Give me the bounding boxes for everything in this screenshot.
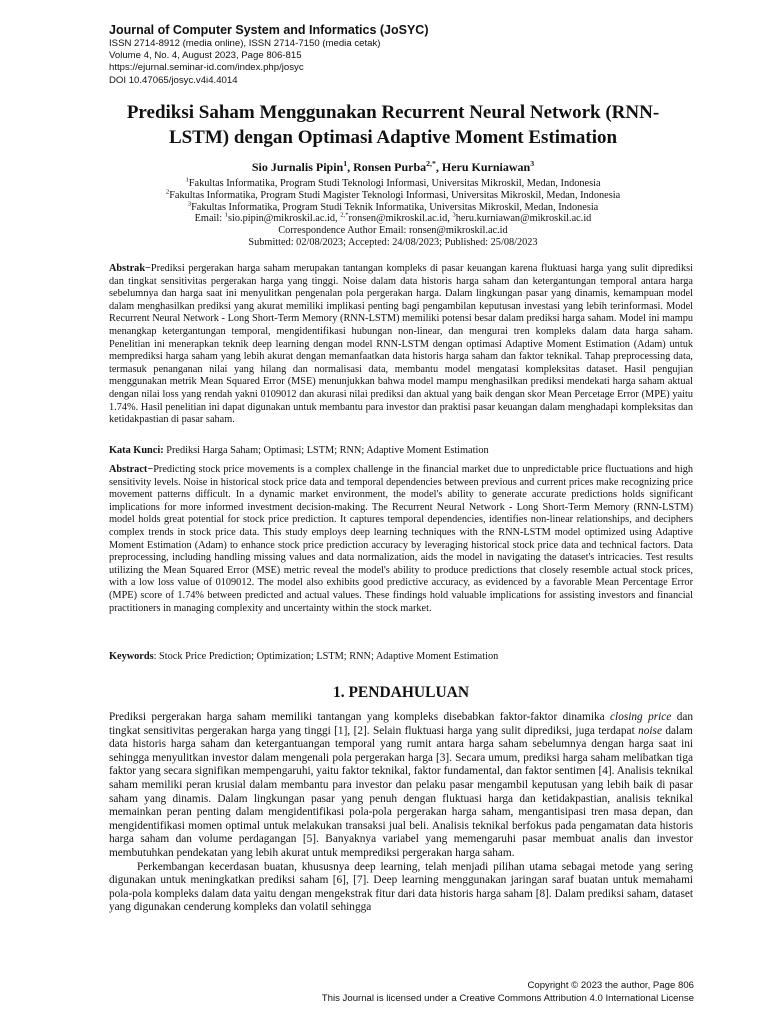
section-heading: 1. PENDAHULUAN (332, 684, 470, 701)
abstract-english (109, 464, 693, 615)
author-name: Heru Kurniawan (441, 160, 531, 174)
author-affil-sup: 2,* (426, 159, 436, 168)
email-sup: 3 (452, 211, 456, 219)
journal-header (109, 22, 709, 87)
author-list (100, 160, 686, 175)
journal-issn: ISSN 2714-8912 (media online), ISSN 2714-7150 (media cetak) (109, 38, 381, 49)
keywords-label: Keywords (109, 651, 154, 662)
journal-url[interactable]: https://ejurnal.seminar-id.com/index.php/josyc (109, 62, 304, 74)
abstract-label: Abstrak− (109, 263, 151, 274)
email-address[interactable]: heru.kurniawan@mikroskil.ac.id (455, 213, 592, 225)
paper-title: Prediksi Saham Menggunakan Recurrent Neural Network (RNN-LSTM) dengan Optimasi Adaptive Moment Estimation (126, 102, 660, 148)
abstract-indonesian (109, 263, 693, 427)
email-label: Email: (194, 213, 225, 225)
journal-title: Journal of Computer System and Informatics (JoSYC) (109, 23, 429, 37)
author-name: Sio Jurnalis Pipin (251, 160, 344, 174)
paragraph-italic: noise (638, 724, 662, 737)
correspondence-line: Correspondence Author Email: ronsen@mikroskil.ac.id (278, 225, 508, 237)
keywords-text: : Stock Price Prediction; Optimization; LSTM; RNN; Adaptive Moment Estimation (153, 651, 499, 662)
keywords-indonesian (109, 445, 693, 458)
paragraph-text: dalam data historis harga saham dan ketergantuangan temporal yang rumit antara harga saham sebelumnya dengan harga saat ini sehingga menyulitkan investor dalam mengenali pola pergerakan harga [3]. Secara umum, prediksi harga saham melibatkan tiga faktor yang secara signifikan mempengaruhi, yaitu faktor teknikal, faktor fundamental, dan faktor sentimen [4]. Analisis teknikal saham memiliki peran krusial dalam membantu para investor dan pelaku pasar mengambil keputusan yang lebih baik di pasar saham yang dinamis. Dalam lingkungan pasar yang penuh dengan fluktuasi harga dan ketidakpastian, analisis teknikal memainkan peran penting dalam mengidentifikasi pola-pola pergerakan harga saham, mengantisipasi tren masa depan, dan mengidentifikasi momen optimal untuk melakukan transaksi jual beli. Analisis teknikal berfokus pada pengamatan data historis harga saham dan volume perdagangan [5]. Banyaknya variabel yang memengaruhi pasar membuat analis dan investor membutuhkan pendekatan yang lebih akurat untuk memprediksi pergerakan harga saham. (109, 724, 693, 859)
journal-doi[interactable]: DOI 10.47065/josyc.v4i4.4014 (109, 74, 238, 86)
abstract-text: Predicting stock price movements is a complex challenge in the financial market due to unpredictable price fluctuations and high sensitivity levels. Noise in historical stock price data and temporal dependencies between previous and current prices make recognizing price movement patterns difficult. In a dynamic market environment, the model's ability to generate accurate predictions holds significant implications for more informed investment decision-making. The Recurrent Neural Network - Long Short-Term Memory (RNN-LSTM) model holds great potential for stock price prediction. It captures temporal dependencies, identifies non-linear relationships, and deciphers complex trends in stock price data. This study employs deep learning techniques with the RNN-LSTM model optimized using Adaptive Moment Estimation (Adam) to enhance stock price prediction accuracy by leveraging historical stock price data and technical factors. Data preprocessing, including handling missing values and data normalization, aids the model in navigating the dataset's intricacies. Test results utilizing the Mean Squared Error (MSE) metric reveal the model's ability to produce predictions that closely resemble actual stock prices, with a low loss value of 0109012. The model also exhibits good predictive accuracy, as evidenced by a favorable Mean Percentage Error (MPE) score of 1.74% between predicted and actual values. These findings hold valuable implications for assisting investors and financial practitioners in managing complexity and uncertainty within the stock market. (109, 464, 693, 614)
affiliation-text: Fakultas Informatika, Program Studi Teknologi Informasi, Universitas Mikroskil, Medan, Indonesia (188, 178, 601, 189)
footer-copyright: Copyright © 2023 the author, Page 806 (527, 980, 694, 991)
author-affil-sup: 3 (530, 159, 535, 168)
affiliation-sup: 3 (187, 200, 192, 208)
keywords-english (109, 651, 693, 664)
abstract-text: Prediksi pergerakan harga saham merupakan tantangan kompleks di pasar keuangan karena fluktuasi harga yang sulit diprediksi dan tingkat sensitivitas pergerakan harga yang tinggi. Noise dalam data historis harga saham dan ketergantungan temporal antara harga sebelumnya dan harga saat ini menyulitkan pengenalan pola pergerakan harga. Dalam lingkungan pasar yang dinamis, kemampuan model dalam menghasilkan prediksi yang akurat memiliki implikasi penting bagi pengambilan keputusan investasi yang lebih terinformasi. Model Recurrent Neural Network - Long Short-Term Memory (RNN-LSTM) memiliki potensi besar dalam prediksi harga saham. Model ini mampu menangkap ketergantungan temporal, mengidentifikasi hubungan non-linear, dan mengurai tren kompleks dalam data harga saham. Penelitian ini menerapkan teknik deep learning dengan model RNN-LSTM dengan optimasi Adaptive Moment Estimation (Adam) untuk memprediksi harga saham yang lebih akurat dengan memanfaatkan data historis harga saham dan faktor teknikal. Tahap preprocessing data, termasuk penanganan nilai yang hilang dan normalisasi data, membantu model mengatasi kompleksitas dataset. Hasil pengujian menggunakan metrik Mean Squared Error (MSE) menunjukkan bahwa model mampu menghasilkan prediksi mendekati harga saham aktual dengan nilai loss yang rendah yakni 0109012 dan akurasi nilai prediksi dan aktual yang baik dengan skor Mean Percetage Error (MPE) yaitu 1.74%. Hasil penelitian ini dapat digunakan untuk membantu para investor dan praktisi pasar keuangan dalam menghadapi kompleksitas dan ketidakpastian di pasar saham. (109, 263, 693, 426)
keywords-label: Kata Kunci: (109, 445, 167, 456)
affiliation-text: Fakultas Informatika, Program Studi Teknik Informatika, Universitas Mikroskil, Medan, Indonesia (191, 201, 599, 213)
author-affil-sup: 1 (343, 159, 348, 168)
affiliation-text: Fakultas Informatika, Program Studi Magister Teknologi Informasi, Universitas Mikroskil, Medan, Indonesia (169, 189, 621, 201)
journal-volume: Volume 4, No. 4, August 2023, Page 806-815 (109, 50, 302, 62)
affiliation-line (100, 178, 686, 190)
author-separator: , (435, 160, 442, 174)
abstract-label: Abstract− (109, 464, 154, 475)
footer-license: This Journal is licensed under a Creative Commons Attribution 4.0 International License (321, 993, 694, 1004)
dates-line: Submitted: 02/08/2023; Accepted: 24/08/2023; Published: 25/08/2023 (248, 236, 538, 248)
body-text (109, 711, 693, 915)
keywords-text: Prediksi Harga Saham; Optimasi; LSTM; RNN; Adaptive Moment Estimation (166, 445, 489, 456)
author-separator: , (347, 160, 354, 174)
email-sup: 1 (224, 211, 229, 219)
email-address[interactable]: ronsen@mikroskil.ac.id, (348, 213, 453, 225)
email-sup: 2,* (340, 211, 349, 219)
affiliation-sup: 2 (165, 188, 170, 196)
author-name: Ronsen Purba (353, 160, 427, 174)
email-address[interactable]: sio.pipin@mikroskil.ac.id, (228, 213, 341, 225)
paragraph (109, 711, 693, 861)
paragraph-text: dan tingkat sensitivitas pergerakan harga yang tinggi [1], [2]. Selain fluktuasi harga yang sulit diprediksi, juga terdapat (109, 711, 694, 737)
affiliation-line (100, 202, 686, 214)
paragraph-italic: closing price (610, 711, 672, 723)
affiliation-sup: 1 (185, 176, 189, 184)
page-footer (200, 979, 694, 1005)
email-line (100, 213, 686, 225)
affiliations (100, 178, 686, 249)
paragraph: Perkembangan kecerdasan buatan, khususnya deep learning, telah menjadi pilihan utama sebagai metode yang sering digunakan untuk meningkatkan prediksi saham [6], [7]. Deep learning menggunakan jaringan saraf buatan untuk memahami pola-pola kompleks dalam data yaitu dengan mengekstrak fitur dari data historis harga saham [8]. Dalam prediksi saham, dataset yang digunakan cenderung kompleks dan volatil sehingga (109, 860, 693, 914)
paragraph-text: Prediksi pergerakan harga saham memiliki tantangan yang kompleks disebabkan faktor-faktor dinamika (109, 711, 611, 723)
